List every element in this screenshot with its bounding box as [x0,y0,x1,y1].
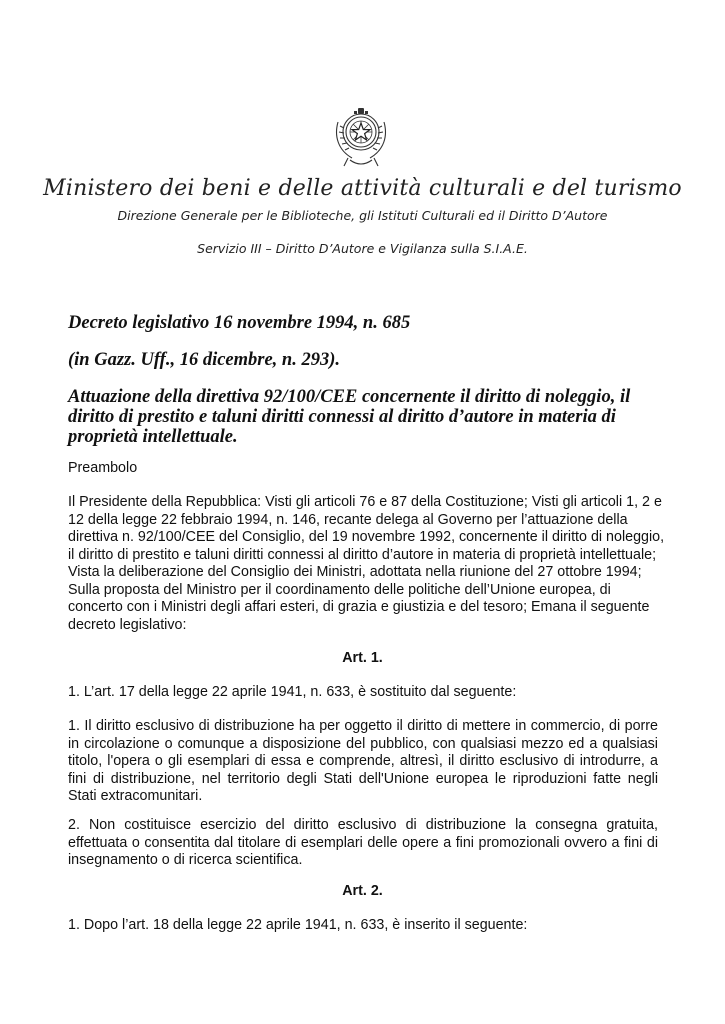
preamble-text: Il Presidente della Repubblica: Visti gli articoli 76 e 87 della Costituzione; Visti gli articoli 1, 2 e 12 della legge 22 febbraio 1994, n. 146, recante delega al Governo per l’attuazione della direttiva n. 92/100/CEE del Consiglio, del 19 novembre 1992, concernente il diritto di noleggio, il diritto di prestito e taluni diritti connessi al diritto d’autore in materia di proprietà intellettuale; Vista la deliberazione del Consiglio dei Ministri, adottata nella riunione del 27 ottobre 1994; Sulla proposta del Ministro per il coordinamento delle politiche dell’Unione europea, di concerto con i Ministri degli affari esteri, di grazia e giustizia e del tesoro; Emana il seguente decreto legislativo: [68,494,665,633]
article-1-paragraph-1: 1. Il diritto esclusivo di distribuzione ha per oggetto il diritto di mettere in commercio, di porre in circolazione o comunque a disposizione del pubblico, con qualsiasi mezzo ed a qualsiasi titolo, l'opera o gli esemplari di essa e comprende, altresì, il diritto esclusivo di introdurre, a fini di distribuzione, nel territorio degli Stati dell'Unione europea le riproduzioni fatte negli Stati extracomunitari. [68,718,658,804]
decree-subject: Attuazione della direttiva 92/100/CEE concernente il diritto di noleggio, il diritto di prestito e taluni diritti connessi al diritto d’autore in materia di proprietà intellettuale. [68,387,631,447]
direzione-generale: Direzione Generale per le Biblioteche, gli Istituti Culturali ed il Diritto D’Autore [117,208,608,223]
gazette-reference: (in Gazz. Uff., 16 dicembre, n. 293). [68,350,341,370]
decree-title: Decreto legislativo 16 novembre 1994, n. 685 [68,313,411,333]
article-1-paragraph-2: 2. Non costituisce esercizio del diritto esclusivo di distribuzione la consegna gratuita, effettuata o consentita dal titolare di esemplari delle opere a fini promozionali ovvero a fini di insegnamento o di ricerca scientifica. [68,817,658,868]
article-2-heading: Art. 2. [342,883,383,899]
article-1-heading: Art. 1. [342,650,383,666]
article-1-intro: 1. L’art. 17 della legge 22 aprile 1941, n. 633, è sostituito dal seguente: [68,684,517,700]
italian-republic-emblem [330,102,392,172]
ministry-name: Ministero dei beni e delle attività culturali e del turismo [43,176,682,201]
article-2-intro: 1. Dopo l’art. 18 della legge 22 aprile 1941, n. 633, è inserito il seguente: [68,917,528,933]
preamble-heading: Preambolo [68,460,138,476]
servizio-line: Servizio III – Diritto D’Autore e Vigilanza sulla S.I.A.E. [197,241,528,256]
